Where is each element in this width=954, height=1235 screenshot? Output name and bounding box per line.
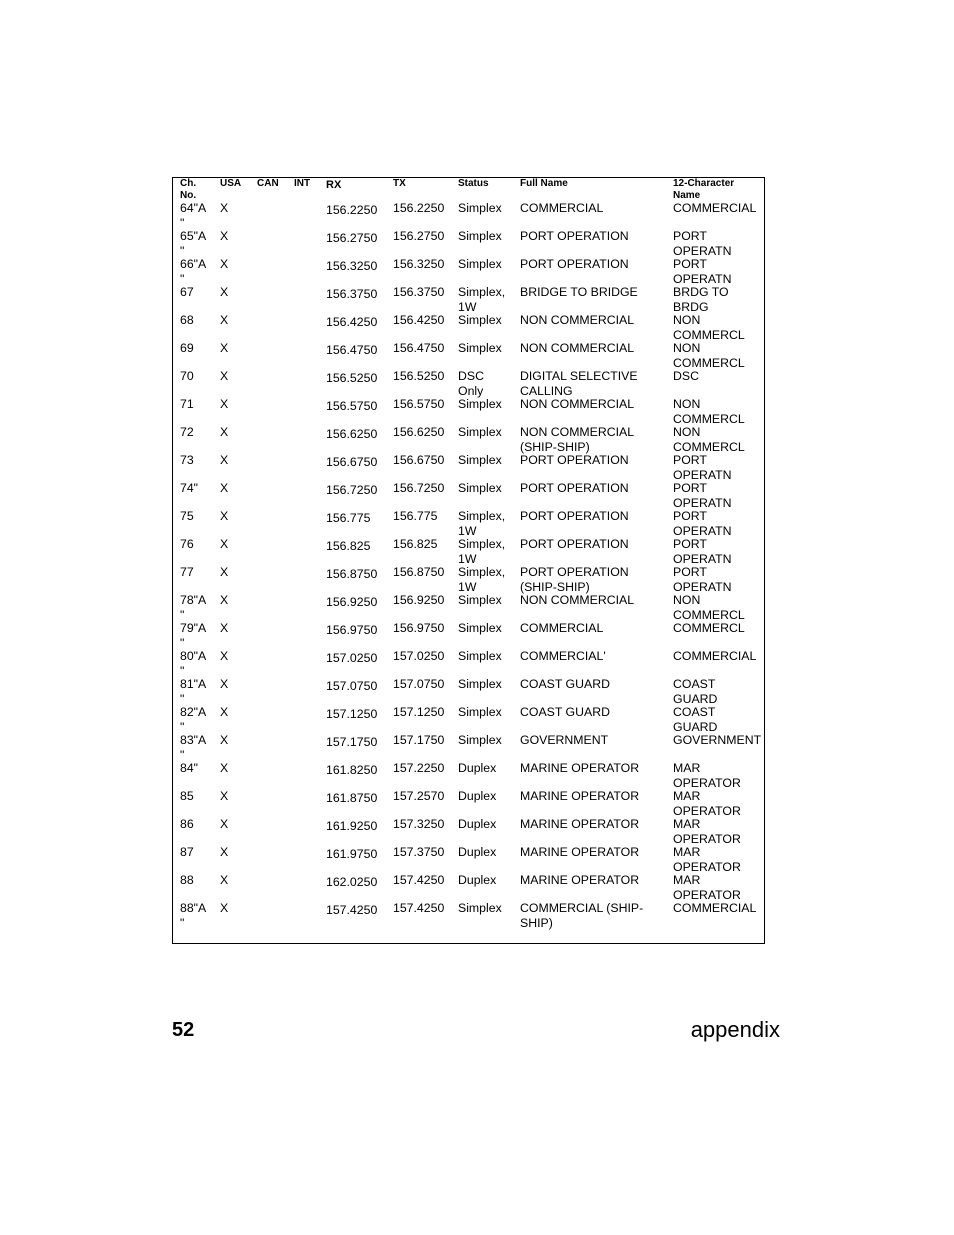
table-row: [173, 733, 764, 761]
table-row: [173, 369, 764, 397]
cell-12-char-name: COAST GUARD: [673, 705, 718, 734]
cell-status: Simplex: [458, 453, 502, 467]
cell-usa: X: [220, 453, 229, 467]
header-can: CAN: [257, 178, 279, 189]
cell-tx: 156.825: [393, 537, 438, 551]
table-row: [173, 845, 764, 873]
cell-usa: X: [220, 817, 229, 831]
table-row: [173, 705, 764, 733]
table-row: [173, 313, 764, 341]
cell-channel: 75: [180, 509, 194, 523]
table-row: [173, 873, 764, 901]
cell-rx: 161.9750: [326, 847, 378, 861]
cell-full-name: PORT OPERATION: [520, 537, 629, 551]
header-12-char-name-line2: Name: [673, 190, 701, 201]
cell-status: Duplex: [458, 817, 497, 831]
cell-rx: 157.0250: [326, 651, 378, 665]
cell-status: Simplex, 1W: [458, 509, 506, 538]
channel-table: [172, 177, 765, 944]
cell-tx: 157.0250: [393, 649, 445, 663]
cell-usa: X: [220, 677, 229, 691]
cell-status: Simplex: [458, 649, 502, 663]
cell-usa: X: [220, 425, 229, 439]
cell-usa: X: [220, 593, 229, 607]
cell-usa: X: [220, 397, 229, 411]
cell-full-name: COMMERCIAL': [520, 649, 606, 663]
cell-rx: 157.0750: [326, 679, 378, 693]
cell-full-name: PORT OPERATION: [520, 257, 629, 271]
cell-12-char-name: MAR OPERATOR: [673, 817, 741, 846]
cell-rx: 156.9750: [326, 623, 378, 637]
cell-full-name: NON COMMERCIAL: [520, 593, 635, 607]
cell-status: Simplex: [458, 901, 502, 915]
cell-channel: 64"A ": [180, 201, 207, 230]
cell-usa: X: [220, 565, 229, 579]
cell-channel: 68: [180, 313, 194, 327]
cell-status: Simplex: [458, 593, 502, 607]
cell-usa: X: [220, 733, 229, 747]
cell-tx: 157.3750: [393, 845, 445, 859]
cell-full-name: NON COMMERCIAL: [520, 397, 635, 411]
cell-tx: 156.8750: [393, 565, 445, 579]
cell-usa: X: [220, 873, 229, 887]
cell-tx: 156.7250: [393, 481, 445, 495]
cell-usa: X: [220, 537, 229, 551]
cell-full-name: GOVERNMENT: [520, 733, 609, 747]
cell-rx: 156.6750: [326, 455, 378, 469]
cell-usa: X: [220, 313, 229, 327]
cell-status: Simplex: [458, 481, 502, 495]
header-usa: USA: [220, 178, 242, 189]
cell-tx: 157.4250: [393, 901, 445, 915]
cell-tx: 156.3750: [393, 285, 445, 299]
cell-12-char-name: NON COMMERCL: [673, 593, 745, 622]
header-status: Status: [458, 178, 489, 189]
cell-rx: 156.9250: [326, 595, 378, 609]
cell-usa: X: [220, 621, 229, 635]
table-row: [173, 817, 764, 845]
cell-status: Simplex: [458, 621, 502, 635]
table-row: [173, 257, 764, 285]
cell-channel: 73: [180, 453, 194, 467]
cell-12-char-name: COMMERCIAL: [673, 649, 757, 663]
cell-12-char-name: PORT OPERATN: [673, 481, 732, 510]
cell-12-char-name: GOVERNMENT: [673, 733, 762, 747]
cell-rx: 156.5750: [326, 399, 378, 413]
section-title: appendix: [690, 1017, 780, 1042]
cell-full-name: COMMERCIAL (SHIP- SHIP): [520, 901, 644, 930]
cell-full-name: MARINE OPERATOR: [520, 817, 640, 831]
cell-channel: 88: [180, 873, 194, 887]
header-12-char-name-line1: 12-Character: [673, 178, 735, 189]
cell-12-char-name: BRDG TO BRDG: [673, 285, 729, 314]
header-full-name: Full Name: [520, 178, 568, 189]
cell-full-name: PORT OPERATION: [520, 229, 629, 243]
cell-rx: 156.825: [326, 539, 371, 553]
cell-usa: X: [220, 845, 229, 859]
cell-tx: 156.4750: [393, 341, 445, 355]
cell-rx: 161.9250: [326, 819, 378, 833]
cell-rx: 157.1750: [326, 735, 378, 749]
cell-full-name: MARINE OPERATOR: [520, 873, 640, 887]
cell-12-char-name: PORT OPERATN: [673, 509, 732, 538]
cell-full-name: PORT OPERATION: [520, 509, 629, 523]
cell-channel: 81"A ": [180, 677, 207, 706]
cell-full-name: MARINE OPERATOR: [520, 845, 640, 859]
cell-12-char-name: COAST GUARD: [673, 677, 718, 706]
cell-channel: 87: [180, 845, 194, 859]
cell-tx: 156.6750: [393, 453, 445, 467]
cell-tx: 157.4250: [393, 873, 445, 887]
table-row: [173, 789, 764, 817]
cell-channel: 69: [180, 341, 194, 355]
cell-full-name: DIGITAL SELECTIVE CALLING: [520, 369, 638, 398]
cell-channel: 67: [180, 285, 194, 299]
cell-full-name: MARINE OPERATOR: [520, 789, 640, 803]
cell-channel: 85: [180, 789, 194, 803]
cell-12-char-name: NON COMMERCL: [673, 425, 745, 454]
cell-rx: 156.4250: [326, 315, 378, 329]
cell-rx: 156.3750: [326, 287, 378, 301]
table-row: [173, 649, 764, 677]
cell-tx: 157.1750: [393, 733, 445, 747]
header-int: INT: [294, 178, 311, 189]
cell-channel: 80"A ": [180, 649, 207, 678]
cell-usa: X: [220, 257, 229, 271]
cell-status: Duplex: [458, 873, 497, 887]
cell-tx: 156.775: [393, 509, 438, 523]
cell-tx: 156.2750: [393, 229, 445, 243]
cell-usa: X: [220, 369, 229, 383]
cell-usa: X: [220, 789, 229, 803]
cell-full-name: NON COMMERCIAL (SHIP-SHIP): [520, 425, 635, 454]
table-row: [173, 537, 764, 565]
cell-12-char-name: NON COMMERCL: [673, 397, 745, 426]
table-row: [173, 677, 764, 705]
cell-full-name: PORT OPERATION: [520, 481, 629, 495]
cell-full-name: PORT OPERATION: [520, 453, 629, 467]
header-ch-line2: No.: [180, 190, 197, 201]
cell-usa: X: [220, 901, 229, 915]
cell-rx: 156.3250: [326, 259, 378, 273]
table-row: [173, 341, 764, 369]
cell-12-char-name: PORT OPERATN: [673, 453, 732, 482]
cell-rx: 161.8750: [326, 791, 378, 805]
header-ch-line1: Ch.: [180, 178, 197, 189]
cell-12-char-name: NON COMMERCL: [673, 313, 745, 342]
table-row: [173, 621, 764, 649]
cell-full-name: BRIDGE TO BRIDGE: [520, 285, 638, 299]
cell-tx: 157.2250: [393, 761, 445, 775]
cell-rx: 156.6250: [326, 427, 378, 441]
header-tx: TX: [393, 178, 406, 189]
cell-status: Simplex, 1W: [458, 285, 506, 314]
cell-status: Simplex: [458, 201, 502, 215]
cell-usa: X: [220, 229, 229, 243]
cell-12-char-name: COMMERCIAL: [673, 901, 757, 915]
header-rx: RX: [326, 179, 342, 191]
cell-tx: 156.9250: [393, 593, 445, 607]
cell-full-name: NON COMMERCIAL: [520, 313, 635, 327]
cell-full-name: COAST GUARD: [520, 677, 610, 691]
cell-tx: 157.1250: [393, 705, 445, 719]
cell-channel: 84": [180, 761, 199, 775]
cell-rx: 162.0250: [326, 875, 378, 889]
cell-tx: 156.6250: [393, 425, 445, 439]
table-row: [173, 761, 764, 789]
page-number: 52: [172, 1019, 195, 1041]
cell-tx: 157.3250: [393, 817, 445, 831]
table-row: [173, 509, 764, 537]
cell-channel: 71: [180, 397, 194, 411]
cell-status: Simplex: [458, 229, 502, 243]
cell-status: Simplex, 1W: [458, 537, 506, 566]
table-row: [173, 453, 764, 481]
cell-full-name: COMMERCIAL: [520, 621, 604, 635]
cell-tx: 156.3250: [393, 257, 445, 271]
table-row: [173, 425, 764, 453]
cell-rx: 157.4250: [326, 903, 378, 917]
cell-full-name: COMMERCIAL: [520, 201, 604, 215]
cell-tx: 157.2570: [393, 789, 445, 803]
cell-channel: 86: [180, 817, 194, 831]
cell-channel: 70: [180, 369, 194, 383]
cell-12-char-name: COMMERCL: [673, 621, 745, 635]
cell-rx: 156.5250: [326, 371, 378, 385]
table-row: [173, 593, 764, 621]
cell-channel: 82"A ": [180, 705, 207, 734]
cell-channel: 65"A ": [180, 229, 207, 258]
cell-usa: X: [220, 341, 229, 355]
cell-status: Simplex: [458, 705, 502, 719]
cell-12-char-name: PORT OPERATN: [673, 257, 732, 286]
cell-status: Simplex: [458, 397, 502, 411]
header-12-char-name: [673, 178, 734, 202]
cell-rx: 157.1250: [326, 707, 378, 721]
cell-rx: 156.7250: [326, 483, 378, 497]
cell-12-char-name: COMMERCIAL: [673, 201, 757, 215]
cell-status: Duplex: [458, 845, 497, 859]
cell-status: Simplex: [458, 425, 502, 439]
cell-full-name: MARINE OPERATOR: [520, 761, 640, 775]
table-row: [173, 229, 764, 257]
cell-usa: X: [220, 509, 229, 523]
cell-status: Simplex: [458, 733, 502, 747]
cell-usa: X: [220, 285, 229, 299]
cell-status: Duplex: [458, 761, 497, 775]
cell-channel: 76: [180, 537, 194, 551]
cell-rx: 156.775: [326, 511, 371, 525]
cell-channel: 77: [180, 565, 194, 579]
cell-usa: X: [220, 481, 229, 495]
cell-tx: 157.0750: [393, 677, 445, 691]
cell-usa: X: [220, 761, 229, 775]
cell-usa: X: [220, 649, 229, 663]
cell-channel: 72: [180, 425, 194, 439]
cell-tx: 156.4250: [393, 313, 445, 327]
table-row: [173, 397, 764, 425]
cell-status: Duplex: [458, 789, 497, 803]
cell-usa: X: [220, 705, 229, 719]
cell-rx: 156.4750: [326, 343, 378, 357]
table-row: [173, 201, 764, 229]
cell-rx: 156.2250: [326, 203, 378, 217]
table-row: [173, 565, 764, 593]
cell-12-char-name: MAR OPERATOR: [673, 873, 741, 902]
cell-status: Simplex: [458, 257, 502, 271]
cell-12-char-name: DSC: [673, 369, 699, 383]
cell-12-char-name: PORT OPERATN: [673, 229, 732, 258]
cell-12-char-name: PORT OPERATN: [673, 537, 732, 566]
cell-12-char-name: PORT OPERATN: [673, 565, 732, 594]
table-row: [173, 901, 764, 929]
cell-full-name: PORT OPERATION (SHIP-SHIP): [520, 565, 629, 594]
cell-status: DSC Only: [458, 369, 484, 398]
cell-channel: 78"A ": [180, 593, 207, 622]
cell-channel: 79"A ": [180, 621, 207, 650]
cell-channel: 83"A ": [180, 733, 207, 762]
cell-full-name: COAST GUARD: [520, 705, 610, 719]
cell-full-name: NON COMMERCIAL: [520, 341, 635, 355]
cell-12-char-name: MAR OPERATOR: [673, 761, 741, 790]
header-ch: [180, 178, 196, 202]
cell-status: Simplex: [458, 313, 502, 327]
cell-12-char-name: NON COMMERCL: [673, 341, 745, 370]
cell-12-char-name: MAR OPERATOR: [673, 845, 741, 874]
table-row: [173, 285, 764, 313]
table-row: [173, 481, 764, 509]
cell-channel: 88"A ": [180, 901, 207, 930]
cell-rx: 156.2750: [326, 231, 378, 245]
cell-rx: 161.8250: [326, 763, 378, 777]
cell-tx: 156.2250: [393, 201, 445, 215]
cell-tx: 156.9750: [393, 621, 445, 635]
cell-channel: 66"A ": [180, 257, 207, 286]
cell-channel: 74": [180, 481, 199, 495]
cell-usa: X: [220, 201, 229, 215]
cell-rx: 156.8750: [326, 567, 378, 581]
cell-tx: 156.5750: [393, 397, 445, 411]
cell-12-char-name: MAR OPERATOR: [673, 789, 741, 818]
cell-status: Simplex: [458, 677, 502, 691]
cell-status: Simplex: [458, 341, 502, 355]
cell-status: Simplex, 1W: [458, 565, 506, 594]
cell-tx: 156.5250: [393, 369, 445, 383]
